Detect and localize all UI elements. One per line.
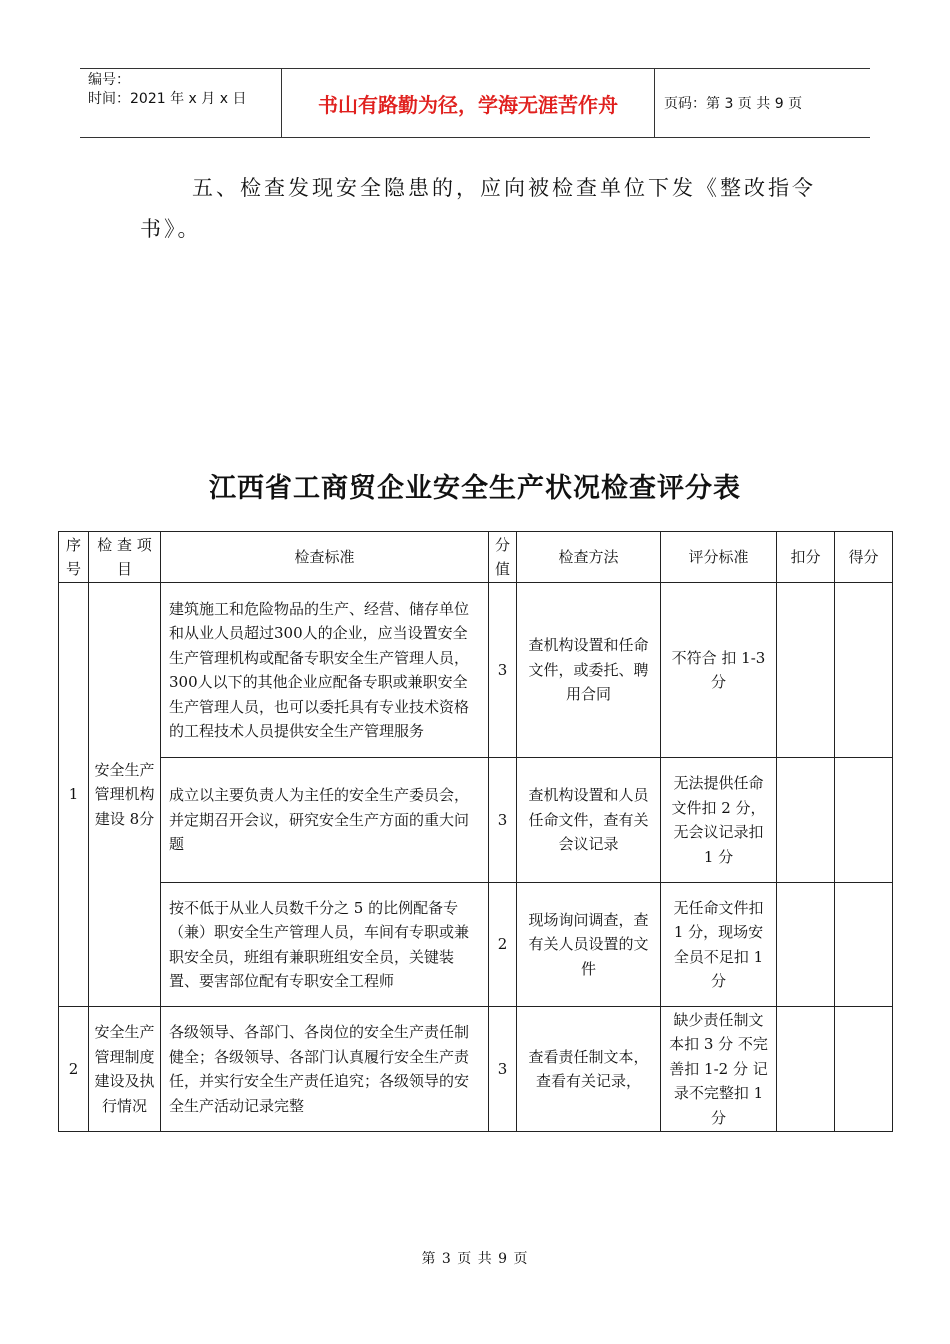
header-item: 检 查 项 目 — [89, 532, 161, 583]
header-method: 检查方法 — [517, 532, 661, 583]
cell-standard: 建筑施工和危险物品的生产、经营、储存单位和从业人员超过300人的企业，应当设置安全生产管理机构或配备专职安全生产管理人员，300人以下的其他企业应配备专职或兼职安全生产管理人员，也可以委托具有专业技术资格的工程技术人员提供安全生产管理服务 — [161, 583, 489, 758]
cell-deduct[interactable] — [777, 758, 835, 883]
cell-score: 3 — [489, 1007, 517, 1132]
table-header-row — [59, 532, 893, 583]
header-page-info: 页码：第 3 页 共 9 页 — [664, 96, 803, 112]
cell-score: 3 — [489, 583, 517, 758]
cell-item: 安全生产管理机构建设 8分 — [89, 583, 161, 1007]
header-got: 得分 — [835, 532, 893, 583]
cell-score: 2 — [489, 883, 517, 1007]
header-deduct: 扣分 — [777, 532, 835, 583]
cell-deduct[interactable] — [777, 583, 835, 758]
table-row — [59, 758, 893, 883]
cell-got[interactable] — [835, 1007, 893, 1132]
cell-criteria: 无任命文件扣 1 分，现场安全员不足扣 1 分 — [661, 883, 777, 1007]
table-row — [59, 883, 893, 1007]
score-table — [58, 531, 893, 1132]
header-standard: 检查标准 — [161, 532, 489, 583]
cell-item: 安全生产管理制度建设及执行情况 — [89, 1007, 161, 1132]
cell-seq: 2 — [59, 1007, 89, 1132]
header-criteria: 评分标准 — [661, 532, 777, 583]
cell-standard: 成立以主要负责人为主任的安全生产委员会，并定期召开会议，研究安全生产方面的重大问题 — [161, 758, 489, 883]
cell-deduct[interactable] — [777, 1007, 835, 1132]
cell-criteria: 无法提供任命文件扣 2 分，无会议记录扣 1 分 — [661, 758, 777, 883]
table-title: 江西省工商贸企业安全生产状况检查评分表 — [209, 473, 741, 504]
cell-seq: 1 — [59, 583, 89, 1007]
cell-standard: 各级领导、各部门、各岗位的安全生产责任制健全；各级领导、各部门认真履行安全生产责任，并实行安全生产责任追究；各级领导的安全生产活动记录完整 — [161, 1007, 489, 1132]
cell-criteria: 缺少责任制文本扣 3 分 不完善扣 1-2 分 记录不完整扣 1 分 — [661, 1007, 777, 1132]
paragraph-text: 五、检查发现安全隐患的，应向被检查单位下发《整改指令书》。 — [140, 176, 816, 241]
cell-got[interactable] — [835, 758, 893, 883]
cell-method: 查机构设置和任命文件，或委托、聘用合同 — [517, 583, 661, 758]
body-paragraph — [140, 168, 820, 250]
table-row — [59, 1007, 893, 1132]
cell-standard: 按不低于从业人员数千分之 5 的比例配备专（兼）职安全生产管理人员，车间有专职或兼职安全员，班组有兼职班组安全员，关键装置、要害部位配有专职安全工程师 — [161, 883, 489, 1007]
cell-method: 查机构设置和人员任命文件，查有关会议记录 — [517, 758, 661, 883]
header-score: 分值 — [489, 532, 517, 583]
header-seq: 序号 — [59, 532, 89, 583]
cell-got[interactable] — [835, 583, 893, 758]
cell-criteria: 不符合 扣 1-3 分 — [661, 583, 777, 758]
cell-method: 查看责任制文本，查看有关记录， — [517, 1007, 661, 1132]
page-footer: 第 3 页 共 9 页 — [421, 1251, 529, 1267]
cell-deduct[interactable] — [777, 883, 835, 1007]
header-meta — [80, 69, 282, 137]
cell-method: 现场询问调查，查有关人员设置的文件 — [517, 883, 661, 1007]
number-label: 编号： — [88, 72, 130, 88]
cell-score: 3 — [489, 758, 517, 883]
cell-got[interactable] — [835, 883, 893, 1007]
table-row — [59, 583, 893, 758]
header-motto: 书山有路勤为径，学海无涯苦作舟 — [282, 69, 655, 137]
time-label: 时间：2021 年 x 月 x 日 — [88, 91, 247, 107]
document-header — [80, 68, 870, 138]
